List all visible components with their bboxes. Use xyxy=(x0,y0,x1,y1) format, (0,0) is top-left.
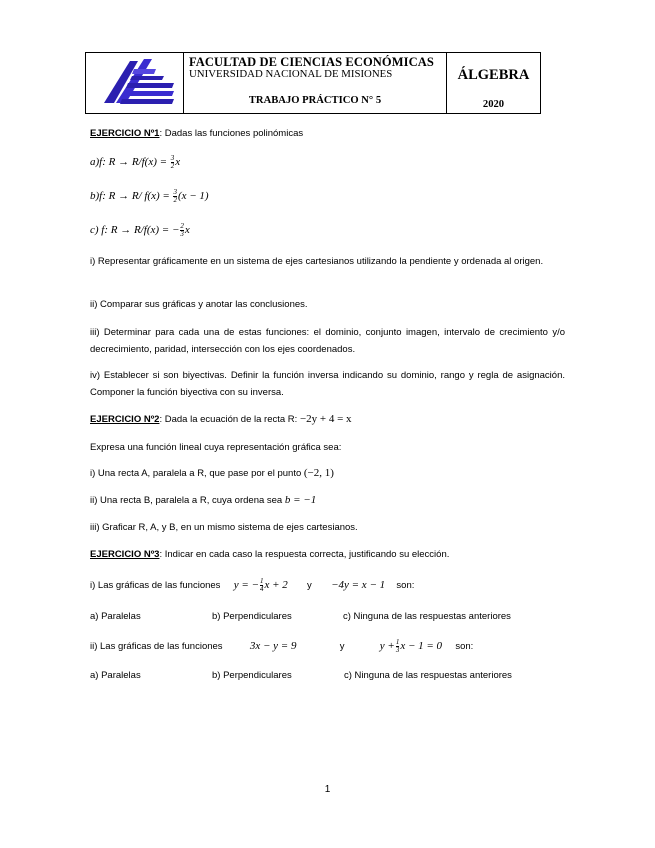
func-a-suffix: x xyxy=(175,156,181,169)
ex3-ii-opt-a: a) Paralelas xyxy=(90,670,141,681)
frac-den: 3 xyxy=(395,646,400,654)
frac-num: 2 xyxy=(180,222,184,230)
ex3-i-opt-b: b) Perpendiculares xyxy=(212,611,292,622)
ex3-i-fraction xyxy=(260,578,264,593)
ex3-ii-fraction xyxy=(396,639,400,654)
func-b-fraction xyxy=(173,189,177,204)
ex2-equation: −2y + 4 = x xyxy=(299,413,352,425)
page-number: 1 xyxy=(324,784,331,795)
assignment-title: TRABAJO PRÁCTICO N° 5 xyxy=(248,95,382,106)
ex1-function-c xyxy=(90,223,190,238)
ex3-ii-opt-c: c) Ninguna de las respuestas anteriores xyxy=(344,670,512,681)
ex2-item-ii xyxy=(90,494,316,507)
ex3-ii-eq2-prefix: y + xyxy=(379,640,395,653)
ex3-item-i xyxy=(90,578,414,593)
ex1-title: EJERCICIO Nº1 xyxy=(90,128,160,139)
year: 2020 xyxy=(482,99,505,110)
func-a-fraction xyxy=(171,155,175,170)
func-a-prefix: a)f: R → R/f(x) = xyxy=(90,156,168,169)
ex1-heading xyxy=(90,128,303,140)
ex2-ii-value: b = −1 xyxy=(284,494,317,506)
ex2-item-i xyxy=(90,467,334,480)
ex2-intro: : Dada la ecuación de la recta R: xyxy=(159,414,300,425)
ex3-i-and: y xyxy=(307,580,312,592)
ex3-ii-eq1: 3x − y = 9 xyxy=(249,640,297,653)
func-b-suffix: (x − 1) xyxy=(177,190,209,203)
ex2-ii-text: ii) Una recta B, paralela a R, cuya ordena sea xyxy=(90,495,285,506)
ex1-item-iii: iii) Determinar para cada una de estas funciones: el dominio, conjunto imagen, intervalo de crecimiento y/o decrecimiento, paridad, intersección con los ejes coordenados. xyxy=(90,327,565,355)
frac-num: 3 xyxy=(170,154,175,162)
document-header xyxy=(85,52,541,114)
ex1-function-a xyxy=(90,155,180,170)
ex2-i-text: i) Una recta A, paralela a R, que pase por el punto xyxy=(90,468,304,479)
ex1-item-i: i) Representar gráficamente en un sistema de ejes cartesianos utilizando la pendiente y ordenada al origen. xyxy=(90,256,544,267)
frac-den: 4 xyxy=(259,585,264,593)
ex3-ii-text: ii) Las gráficas de las funciones xyxy=(90,641,223,653)
frac-num: 1 xyxy=(395,638,400,646)
frac-num: 1 xyxy=(259,577,264,585)
ex1-item-iv: iv) Establecer si son biyectivas. Definir la función inversa indicando su dominio, rango y regla de asignación. Componer la función biyectiva con su inversa. xyxy=(90,370,565,398)
ex2-title: EJERCICIO Nº2 xyxy=(90,414,160,425)
frac-den: 2 xyxy=(173,196,177,204)
ex3-i-eq2: −4y = x − 1 xyxy=(331,579,386,592)
ex1-function-b xyxy=(90,189,209,204)
ex3-i-eq1-suffix: x + 2 xyxy=(264,579,288,592)
func-b-prefix: b)f: R → R/ f(x) = xyxy=(90,190,170,203)
ex3-i-opt-c: c) Ninguna de las respuestas anteriores xyxy=(343,611,511,622)
ex3-ii-and: y xyxy=(339,641,345,653)
ex3-title: EJERCICIO Nº3 xyxy=(90,549,160,560)
frac-num: 3 xyxy=(173,188,177,196)
func-c-prefix: c) f: R → R/f(x) = − xyxy=(90,224,180,237)
frac-den: 2 xyxy=(170,162,175,170)
header-right xyxy=(447,53,540,113)
subject-title: ÁLGEBRA xyxy=(457,67,530,83)
func-c-fraction xyxy=(180,223,184,238)
ex2-heading xyxy=(90,413,352,426)
frac-den: 3 xyxy=(180,230,184,238)
ex3-ii-opt-b: b) Perpendiculares xyxy=(212,670,292,681)
logo-icon xyxy=(86,53,182,113)
ex2-i-point: (−2, 1) xyxy=(303,467,334,479)
ex3-ii-son: son: xyxy=(455,641,474,653)
func-c-suffix: x xyxy=(184,224,190,237)
ex3-i-text: i) Las gráficas de las funciones xyxy=(90,580,221,592)
ex3-item-ii xyxy=(90,639,473,654)
ex3-ii-eq2-suffix: x − 1 = 0 xyxy=(400,640,443,653)
faculty-name: FACULTAD DE CIENCIAS ECONÓMICAS xyxy=(189,55,434,69)
ex3-i-eq1-prefix: y = − xyxy=(233,579,259,592)
ex3-i-opt-a: a) Paralelas xyxy=(90,611,141,622)
ex3-i-son: son: xyxy=(396,580,415,592)
ex2-item-iii: iii) Graficar R, A, y B, en un mismo sistema de ejes cartesianos. xyxy=(90,522,358,533)
ex3-heading xyxy=(90,549,449,561)
university-name: UNIVERSIDAD NACIONAL DE MISIONES xyxy=(189,68,393,80)
faculty-logo xyxy=(86,53,184,113)
ex2-express: Expresa una función lineal cuya representación gráfica sea: xyxy=(90,442,342,453)
ex3-intro: : Indicar en cada caso la respuesta correcta, justificando su elección. xyxy=(159,549,450,560)
ex1-item-ii: ii) Comparar sus gráficas y anotar las conclusiones. xyxy=(90,299,308,310)
ex1-intro: : Dadas las funciones polinómicas xyxy=(159,128,304,139)
header-center xyxy=(184,53,447,113)
